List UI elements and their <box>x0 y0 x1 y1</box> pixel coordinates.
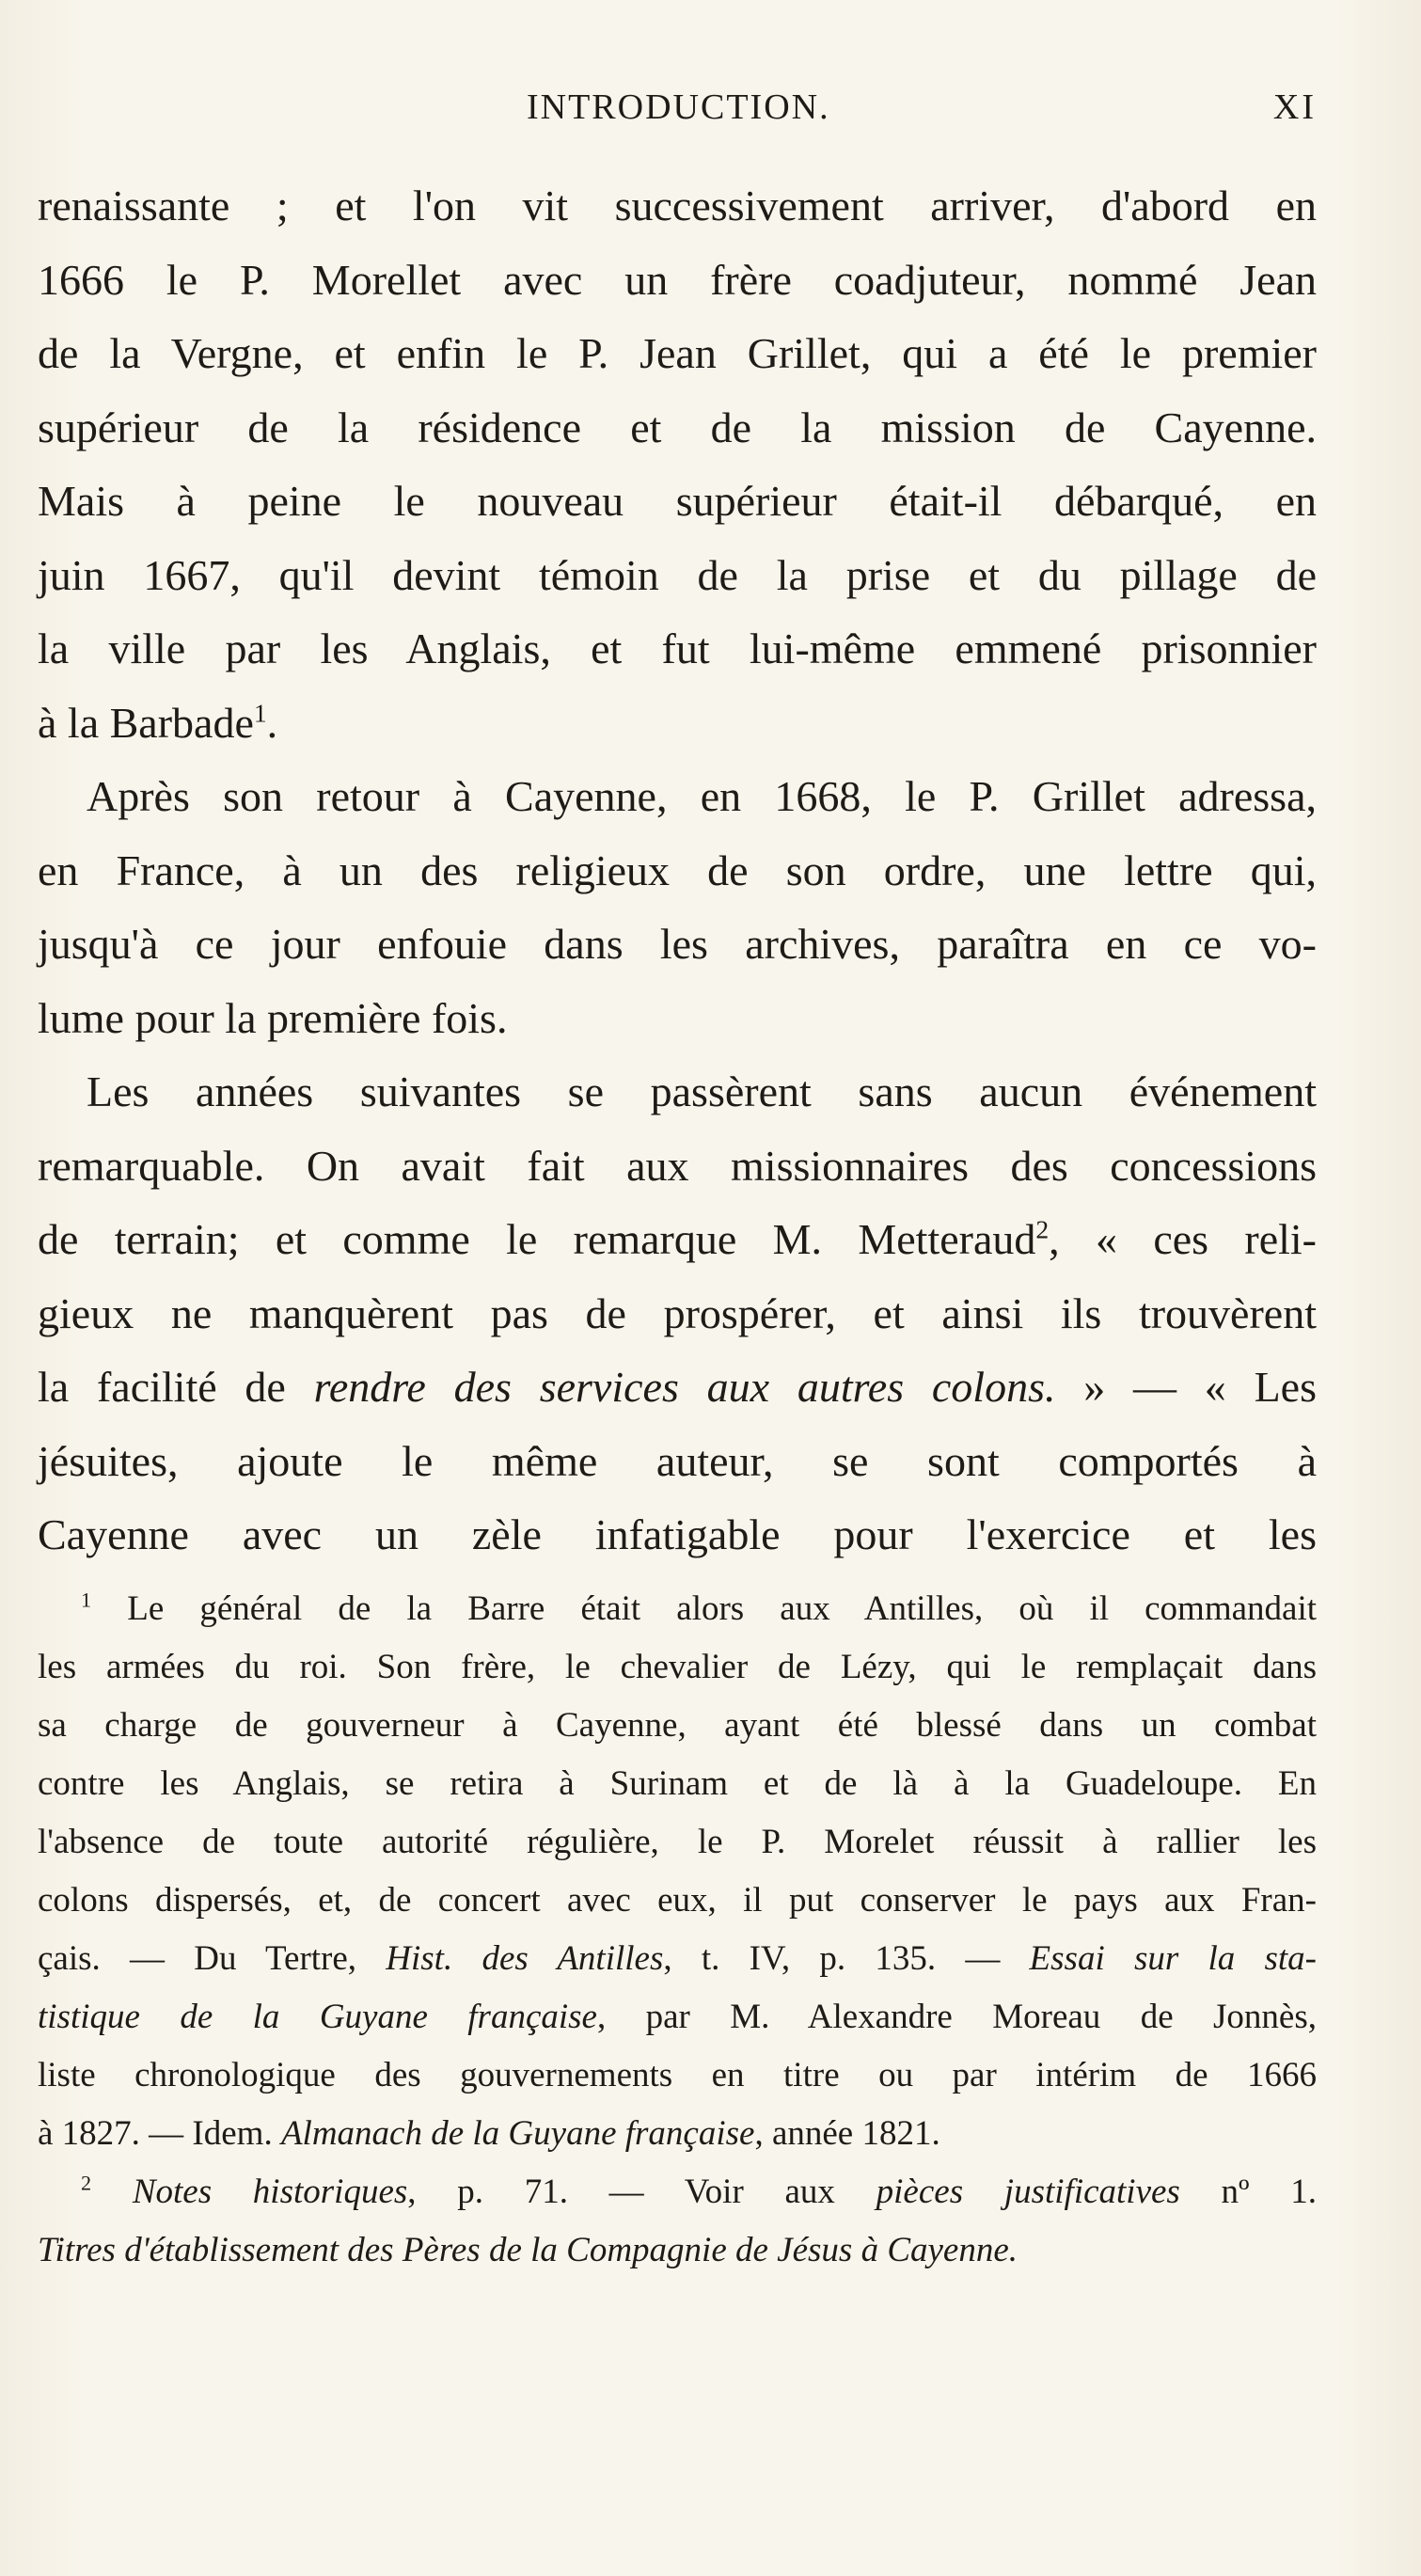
footnote-line: sa charge de gouverneur à Cayenne, ayant été blessé dans un combat <box>38 1706 1317 1745</box>
text-line: Les années suivantes se passèrent sans aucun événement <box>87 1067 1317 1115</box>
text-line: Après son retour à Cayenne, en 1668, le P. Grillet adressa, <box>87 772 1317 820</box>
footnote-line: çais. — Du Tertre, Hist. des Antilles, t. IV, p. 135. — Essai sur la sta- <box>38 1939 1317 1978</box>
footnote-line: les armées du roi. Son frère, le chevalier de Lézy, qui le remplaçait dans <box>38 1648 1317 1686</box>
text-line: gieux ne manquèrent pas de prospérer, et ainsi ils trouvèrent <box>38 1288 1317 1337</box>
text-line: supérieur de la résidence et de la mission de Cayenne. <box>38 403 1317 451</box>
text-line: remarquable. On avait fait aux missionnaires des concessions <box>38 1141 1317 1190</box>
text-line: renaissante ; et l'on vit successivement arriver, d'abord en <box>38 182 1317 229</box>
text-line: Mais à peine le nouveau supérieur était-il débarqué, en <box>38 477 1317 525</box>
footnote-marker: 2 <box>81 2171 92 2195</box>
footnotes <box>38 1580 1317 2280</box>
footnote-line: liste chronologique des gouvernements en titre ou par intérim de 1666 <box>38 2056 1317 2094</box>
text-line: la ville par les Anglais, et fut lui-même emmené prisonnier <box>38 624 1317 672</box>
text-line: lume pour la première fois. <box>38 993 508 1042</box>
page-header <box>38 87 1317 143</box>
footnote-line: l'absence de toute autorité régulière, le P. Morelet réussit à rallier les <box>38 1823 1317 1861</box>
text-line: Cayenne avec un zèle infatigable pour l'exercice et les <box>38 1510 1317 1558</box>
text-line: la facilité de rendre des services aux autres colons. » — « Les <box>38 1363 1317 1411</box>
text-line: à la Barbade$^1$. <box>38 698 278 747</box>
text-line: 1666 le P. Morellet avec un frère coadjuteur, nommé Jean <box>38 255 1317 304</box>
footnote-line: $^1$ Le général de la Barre était alors aux Antilles, où il commandait <box>81 1588 1318 1628</box>
page-number: XI <box>1272 87 1317 127</box>
footnote-line: colons dispersés, et, de concert avec eux, il put conserver le pays aux Fran- <box>38 1881 1317 1920</box>
text-line: juin 1667, qu'il devint témoin de la prise et du pillage de <box>38 550 1317 599</box>
text-line: de la Vergne, et enfin le P. Jean Grillet, qui a été le premier <box>38 329 1317 377</box>
footnote-line: tistique de la Guyane française, par M. Alexandre Moreau de Jonnès, <box>38 1998 1317 2036</box>
main-text <box>38 169 1317 1572</box>
text-line: de terrain; et comme le remarque M. Metteraud$^2$, « ces reli- <box>38 1214 1317 1263</box>
footnote-line: $^2$ Notes historiques, p. 71. — Voir aux pièces justificatives nº 1. <box>81 2171 1317 2211</box>
running-head: INTRODUCTION. <box>527 87 830 127</box>
footnote-marker: 1 <box>81 1588 92 1612</box>
text-line: en France, à un des religieux de son ordre, une lettre qui, <box>38 845 1317 894</box>
text-line: jésuites, ajoute le même auteur, se sont comportés à <box>38 1436 1317 1485</box>
footnote-line: contre les Anglais, se retira à Surinam et de là à la Guadeloupe. En <box>38 1764 1317 1803</box>
text-line: jusqu'à ce jour enfouie dans les archives, paraîtra en ce vo- <box>38 920 1317 968</box>
footnote-line: Titres d'établissement des Pères de la Compagnie de Jésus à Cayenne. <box>38 2231 1018 2269</box>
footnote-ref: 2 <box>1035 1214 1050 1244</box>
footnote-ref: 1 <box>253 698 267 728</box>
footnote-line: à 1827. — Idem. Almanach de la Guyane française, année 1821. <box>38 2114 940 2153</box>
